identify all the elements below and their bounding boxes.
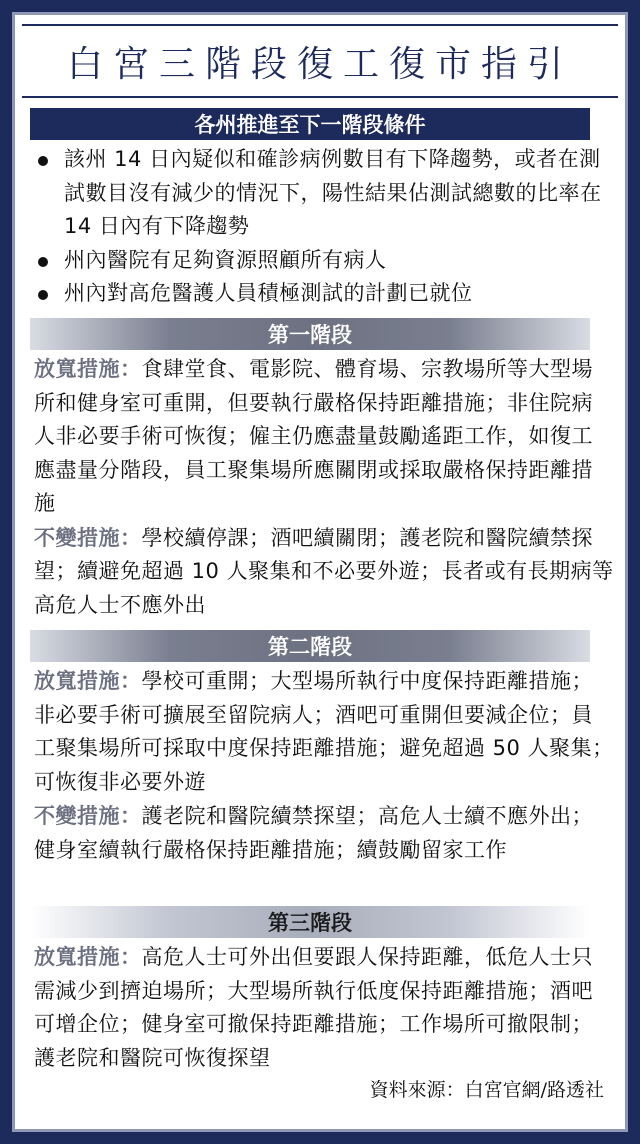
page-title: 白宮三階段復工復市指引: [66, 43, 573, 85]
phase2-keep: [34, 799, 614, 867]
phase3-body: [34, 940, 614, 1075]
source-credit: 資料來源：白宮官網/路透社: [369, 1079, 604, 1101]
phase3-header: 第三階段: [30, 906, 590, 938]
conditions-header: 各州推進至下一階段條件: [30, 108, 590, 140]
relax-label: 放寬措施：: [34, 944, 142, 969]
phase1-header: 第一階段: [30, 318, 590, 350]
keep-text: 護老院和醫院續禁探望；高危人士續不應外出；健身室續執行嚴格保持距離措施；續鼓勵留家工作: [34, 804, 593, 862]
bullet-icon: [38, 290, 48, 300]
relax-text: 學校可重開；大型場所執行中度保持距離措施；非必要手術可擴展至留院病人；酒吧可重開但要減企位；員工聚集場所可採取中度保持距離措施；避免超過 50 人聚集；可恢復非必要外遊: [34, 669, 614, 794]
relax-text: 高危人士可外出但要跟人保持距離，低危人士只需減少到擠迫場所；大型場所執行低度保持距離措施；酒吧可增企位；健身室可撤保持距離措施；工作場所可撤限制；護老院和醫院可恢復探望: [34, 945, 593, 1070]
bullet-icon: [38, 156, 48, 166]
list-item: 州內醫院有足夠資源照顧所有病人: [34, 244, 614, 278]
keep-label: 不變措施：: [34, 524, 142, 550]
relax-label: 放寬措施：: [34, 668, 142, 693]
keep-label: 不變措施：: [34, 803, 142, 828]
relax-label: 放寬措施：: [34, 356, 142, 381]
phase1-keep: [34, 521, 614, 623]
list-item: 州內對高危醫護人員積極測試的計劃已就位: [34, 277, 614, 311]
keep-text: 學校續停課；酒吧續關閉；護老院和醫院續禁探望；續避免超過 10 人聚集和不必要外遊；長者或有長期病等高危人士不應外出: [34, 525, 614, 617]
phase2-header: 第二階段: [30, 630, 590, 662]
phase1-relax: [34, 352, 614, 521]
conditions-list-block: [34, 143, 614, 311]
phase2-body: [34, 664, 614, 867]
conditions-list: [34, 143, 614, 311]
bullet-icon: [38, 257, 48, 267]
relax-text: 食肆堂食、電影院、體育場、宗教場所等大型場所和健身室可重開，但要執行嚴格保持距離措施；非住院病人非必要手術可恢復；僱主仍應盡量鼓勵遙距工作，如復工應盡量分階段，員工聚集場所應關閉或採取嚴格保持距離措施: [34, 357, 593, 515]
phase1-body: [34, 352, 614, 622]
phase3-relax: [34, 940, 614, 1075]
title-block: [22, 24, 618, 98]
list-item: 該州 14 日內疑似和確診病例數目有下降趨勢，或者在測試數目沒有減少的情況下，陽性結果佔測試總數的比率在 14 日內有下降趨勢: [34, 143, 614, 244]
phase2-relax: [34, 664, 614, 799]
